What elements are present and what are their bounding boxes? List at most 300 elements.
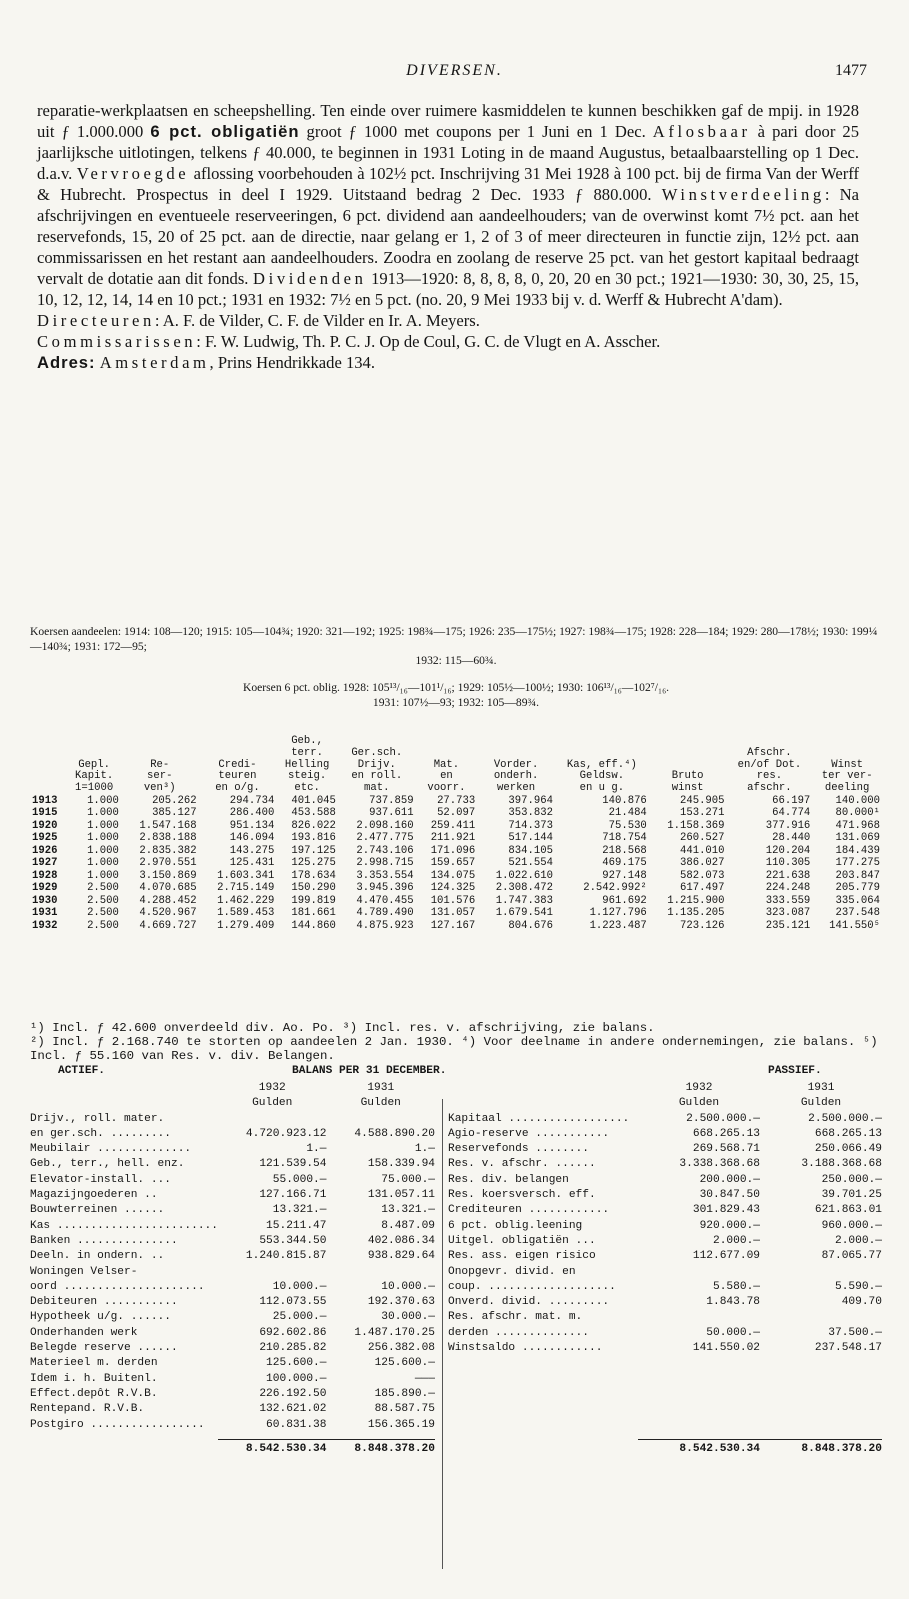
value-cell: 75.530 [608, 819, 647, 832]
value-1932: 226.192.50 [259, 1387, 327, 1400]
value-1931: 13.321.— [381, 1204, 435, 1217]
header-cell: Mat. [433, 758, 460, 771]
value-cell: 1.215.900 [667, 894, 725, 907]
value-cell: 2.542.992² [583, 882, 647, 895]
passief-row [448, 1173, 882, 1188]
passief-row [448, 1127, 882, 1142]
value-cell: 401.045 [291, 794, 336, 807]
table-row [30, 832, 882, 845]
value-cell: 453.588 [291, 807, 336, 820]
value-1931: 131.057.11 [367, 1189, 435, 1202]
value-cell: 1.462.229 [217, 894, 275, 907]
passief-row [448, 1280, 882, 1295]
text-run: aflossing voorbehouden à 102½ pct. Inschrijving 31 Mei 1928 à 100 pct. bij de firma Van der Werff & Hubrecht. Prospectus in deel I 1929. Uitstaand bedrag 2 Dec. 1933 ƒ 880.000. [37, 164, 859, 204]
item-label: Res. div. belangen [448, 1173, 569, 1186]
year-header-row [448, 1081, 882, 1096]
header-cell [199, 736, 277, 748]
year-cell: 1927 [32, 857, 58, 870]
header-cell: en roll. [351, 770, 403, 783]
value-cell: 471.968 [835, 819, 880, 832]
actief-row [30, 1219, 435, 1234]
header-cell [477, 736, 555, 748]
value-cell: 826.022 [291, 819, 336, 832]
value-1931: 185.890.— [374, 1387, 435, 1400]
value-1931: 938.829.64 [367, 1250, 435, 1263]
header-cell [555, 736, 649, 748]
value-1931: 621.863.01 [814, 1204, 882, 1217]
value-1931: 1.— [414, 1143, 435, 1156]
header-cell: Geldsw. [579, 770, 625, 783]
header-cell [30, 783, 67, 795]
value-1932: 1.843.78 [706, 1296, 760, 1309]
balance-title: BALANS PER 31 DECEMBER. [292, 1065, 447, 1077]
year-cell: 1915 [32, 807, 58, 820]
item-label: Crediteuren ............ [448, 1204, 610, 1217]
value-cell: 1.279.409 [217, 919, 275, 932]
value-cell: 3.353.554 [356, 869, 414, 882]
item-label: Idem i. h. Buitenl. [30, 1372, 158, 1385]
value-1932: 125.600.— [266, 1357, 327, 1370]
item-label: Materieel m. derden [30, 1357, 158, 1370]
value-cell: 124.325 [430, 882, 476, 895]
value-cell: 205.779 [835, 882, 880, 895]
header-cell [416, 748, 478, 760]
value-cell: 323.087 [765, 907, 811, 920]
value-1932: 920.000.— [699, 1219, 760, 1232]
value-cell: 4.875.923 [356, 919, 414, 932]
value-cell: 153.271 [680, 807, 725, 820]
value-1932: 55.000.— [272, 1173, 327, 1186]
passief-side [448, 1081, 882, 1457]
passief-row [448, 1249, 882, 1264]
value-cell: 125.431 [229, 857, 275, 870]
passief-row [448, 1310, 882, 1325]
total-1931: 8.848.378.20 [760, 1439, 882, 1457]
value-1932: 132.621.02 [259, 1403, 327, 1416]
value-1931: 2.500.000.— [808, 1112, 882, 1125]
actief-row [30, 1127, 435, 1142]
value-1931: 156.365.19 [367, 1418, 435, 1431]
value-cell: 260.527 [680, 832, 725, 845]
value-cell: 834.105 [508, 844, 553, 857]
value-cell: 150.290 [291, 882, 336, 895]
value-cell: 178.634 [291, 869, 336, 882]
header-cell [30, 760, 67, 772]
item-label: Banken ............... [30, 1234, 178, 1247]
header-row [30, 783, 882, 795]
value-1932: 3.338.368.68 [679, 1158, 760, 1171]
item-label: Res. ass. eigen risico [448, 1250, 596, 1263]
value-cell: 177.275 [835, 857, 880, 870]
value-cell: 1.000 [87, 819, 119, 832]
table-row [30, 907, 882, 920]
value-cell: 2.500 [87, 907, 119, 920]
item-label: Hypotheek u/g. ...... [30, 1311, 171, 1324]
actief-row [30, 1203, 435, 1218]
vervroegde-label: Vervroegde [76, 164, 190, 183]
item-label: Kas ........................ [30, 1219, 218, 1232]
value-1931: 39.701.25 [821, 1189, 882, 1202]
value-cell: 1.127.796 [589, 907, 647, 920]
actief-row [30, 1173, 435, 1188]
value-cell: 159.657 [430, 857, 476, 870]
value-1932: 210.285.82 [259, 1342, 327, 1355]
item-label: Winstsaldo ............ [448, 1342, 603, 1355]
header-cell: Credi- [218, 758, 257, 771]
value-cell: 294.734 [229, 794, 275, 807]
value-1932: 30.847.50 [699, 1189, 760, 1202]
passief-row [448, 1219, 882, 1234]
item-label: Reservefonds ........ [448, 1143, 589, 1156]
value-cell: 1.135.205 [667, 907, 725, 920]
value-1932 [218, 1112, 327, 1127]
header-cell: Kapit. [75, 770, 114, 783]
item-label: Res. v. afschr. ...... [448, 1158, 596, 1171]
value-cell: 146.094 [229, 832, 275, 845]
adres-city: Amsterdam [99, 353, 210, 372]
value-cell: 1.747.383 [495, 894, 553, 907]
value-1932: 5.580.— [713, 1280, 760, 1293]
header-cell [30, 748, 67, 760]
text-run: 1913—1920: 8, 8, 8, 8, 0, 20, 20 en 30 pct.; 1921—1930: 30, 30, 25, 15, 10, 12, 12, 14, 14 en 10 pct.; 1931 en 1932: 7½ en 5 pct. (no. 20, 9 Mei 1933 bij v. d. Werff & Hubrecht A'dam). [37, 269, 859, 309]
value-cell: 582.073 [680, 869, 725, 882]
adres-label: Adres: [37, 353, 96, 372]
actief-row [30, 1402, 435, 1417]
value-1931: 10.000.— [381, 1280, 435, 1293]
unit-label: Gulden [800, 1097, 842, 1110]
value-cell: 218.568 [602, 844, 647, 857]
value-cell: 2.477.775 [356, 832, 414, 845]
value-cell: 385.127 [152, 807, 197, 820]
value-cell: 723.126 [680, 919, 725, 932]
table-body [30, 795, 882, 933]
value-1931 [326, 1265, 435, 1280]
value-1932: 112.073.55 [259, 1296, 327, 1309]
unit-header-row [448, 1096, 882, 1111]
value-cell: 2.500 [87, 919, 119, 932]
value-cell: 1.000 [87, 857, 119, 870]
value-cell: 131.069 [835, 832, 880, 845]
value-cell: 737.859 [369, 794, 414, 807]
value-1932: 100.000.— [266, 1372, 327, 1385]
body-paragraph [37, 100, 859, 310]
header-cell: Kas, eff.⁴) [566, 758, 637, 771]
value-1932: 1.240.815.87 [245, 1250, 327, 1263]
header-cell: teuren [218, 770, 257, 783]
value-cell: 521.554 [508, 857, 553, 870]
value-cell: 1.158.369 [667, 819, 725, 832]
item-label: derden .............. [448, 1326, 589, 1339]
actief-row [30, 1280, 435, 1295]
table-row [30, 895, 882, 908]
value-1932: 13.321.— [272, 1204, 327, 1217]
spacer-cell [30, 1081, 218, 1096]
value-1932: 15.211.47 [266, 1219, 327, 1232]
header-cell [812, 736, 882, 748]
value-1932: 1.— [306, 1143, 327, 1156]
value-cell: 961.692 [602, 894, 647, 907]
value-1932: 269.568.71 [692, 1143, 760, 1156]
item-label: Magazijngoederen .. [30, 1189, 158, 1202]
header-cell: Ger.sch. [351, 746, 403, 759]
value-1931 [760, 1310, 882, 1325]
financial-history-table [30, 736, 882, 932]
actief-row [30, 1188, 435, 1203]
value-cell: 1.679.541 [495, 907, 553, 920]
item-label: Meubilair .............. [30, 1143, 192, 1156]
page-number: 1477 [835, 62, 867, 79]
value-cell: 171.096 [430, 844, 476, 857]
value-cell: 353.832 [508, 807, 553, 820]
value-cell: 140.000 [835, 794, 880, 807]
value-1932: 121.539.54 [259, 1158, 327, 1171]
value-1931: 192.370.63 [367, 1296, 435, 1309]
value-cell: 235.121 [765, 919, 811, 932]
total-1932: 8.542.530.34 [638, 1439, 760, 1457]
value-cell: 951.134 [229, 819, 275, 832]
table-row [30, 857, 882, 870]
bond-issue-label: 6 pct. obligatiën [150, 122, 300, 141]
value-cell: 4.520.967 [139, 907, 197, 920]
header-cell: steig. [288, 770, 327, 783]
value-cell: 64.774 [772, 807, 811, 820]
table-row [30, 820, 882, 833]
value-cell: 125.275 [291, 857, 336, 870]
value-1932: 2.500.000.— [686, 1112, 760, 1125]
value-cell: 714.373 [508, 819, 553, 832]
value-cell: 193.816 [291, 832, 336, 845]
item-label: oord ..................... [30, 1280, 205, 1293]
item-label: Belegde reserve ...... [30, 1342, 178, 1355]
aflosbaar-label: Aflosbaar [652, 122, 751, 141]
value-cell: 2.500 [87, 894, 119, 907]
value-1931: 409.70 [841, 1296, 882, 1309]
value-1931 [760, 1265, 882, 1280]
value-cell: 27.733 [437, 794, 476, 807]
unit-label: Gulden [678, 1097, 720, 1110]
value-cell: 377.916 [765, 819, 811, 832]
value-1932: 50.000.— [706, 1326, 760, 1339]
actief-row [30, 1418, 435, 1433]
value-1931: 4.588.890.20 [354, 1127, 435, 1140]
commissioners-value: : F. W. Ludwig, Th. P. C. J. Op de Coul, G. C. de Vlugt en A. Asscher. [196, 332, 661, 351]
value-cell: 397.964 [508, 794, 553, 807]
header-cell: ser- [147, 770, 173, 783]
header-cell: Vorder. [493, 758, 539, 771]
value-cell: 2.500 [87, 882, 119, 895]
actief-row [30, 1387, 435, 1402]
balance-headings [30, 1065, 882, 1081]
table-row [30, 807, 882, 820]
header-cell: Helling [284, 758, 330, 771]
item-label: Rentepand. R.V.B. [30, 1403, 145, 1416]
value-1932: 200.000.— [699, 1173, 760, 1186]
value-cell: 66.197 [772, 794, 811, 807]
share-prices [30, 625, 882, 669]
spacer-cell [448, 1439, 638, 1457]
item-label: Res. koersversch. eff. [448, 1189, 596, 1202]
value-cell: 127.167 [430, 919, 476, 932]
value-cell: 141.550⁵ [829, 919, 880, 932]
item-label: Debiteuren ........... [30, 1296, 178, 1309]
passief-heading: PASSIEF. [768, 1065, 822, 1077]
value-1932: 4.720.923.12 [245, 1127, 327, 1140]
unit-label: Gulden [252, 1097, 293, 1110]
year-label: 1932 [258, 1082, 286, 1094]
footnote: ²) Incl. ƒ 2.168.740 te storten op aandeelen 2 Jan. 1930. ⁴) Voor deelname in andere ondernemingen, zie balans. ⁵) Incl. ƒ 55.160 van Res. v. div. Belangen. [30, 1035, 878, 1063]
passief-row [448, 1188, 882, 1203]
actief-row [30, 1249, 435, 1264]
header-cell [30, 771, 67, 783]
header-cell: ven³) [143, 782, 176, 795]
value-cell: 2.838.188 [139, 832, 197, 845]
value-cell: 143.275 [229, 844, 275, 857]
header-cell: en o/g. [215, 782, 260, 795]
value-1931: 2.000.— [835, 1234, 882, 1247]
value-1931: 1.487.170.25 [354, 1326, 435, 1339]
actief-row [30, 1112, 435, 1127]
address-line [37, 352, 859, 373]
item-label: Effect.depôt R.V.B. [30, 1387, 158, 1400]
value-1931: 8.487.09 [381, 1219, 435, 1232]
year-label: 1932 [685, 1082, 713, 1094]
item-label: Onopgevr. divid. en [448, 1265, 576, 1278]
value-cell: 286.400 [229, 807, 275, 820]
header-cell [121, 748, 199, 760]
value-1932: 10.000.— [272, 1280, 327, 1293]
value-1932: 25.000.— [272, 1311, 327, 1324]
actief-row [30, 1310, 435, 1325]
value-cell: 110.305 [765, 857, 811, 870]
value-1931: 158.339.94 [367, 1158, 435, 1171]
page-header [0, 62, 909, 86]
value-1932: 2.000.— [713, 1234, 760, 1247]
item-label: Uitgel. obligatiën ... [448, 1234, 596, 1247]
value-cell: 1.000 [87, 844, 119, 857]
header-cell [416, 736, 478, 748]
value-cell: 937.611 [369, 807, 414, 820]
value-cell: 2.998.715 [356, 857, 414, 870]
item-label: Geb., terr., hell. enz. [30, 1158, 185, 1171]
year-cell: 1931 [32, 907, 58, 920]
value-1931: 960.000.— [821, 1219, 882, 1232]
unit-label: Gulden [360, 1097, 401, 1110]
header-cell [649, 736, 727, 748]
passief-total-row [448, 1439, 882, 1457]
header-cell: Winst [831, 758, 864, 771]
value-cell: 184.439 [835, 844, 880, 857]
header-cell: etc. [294, 782, 320, 795]
header-cell: Afschr. [747, 746, 792, 759]
value-cell: 804.676 [508, 919, 553, 932]
value-cell: 2.970.551 [139, 857, 197, 870]
balance-sheet [30, 1065, 882, 1455]
value-cell: 2.308.472 [495, 882, 553, 895]
value-cell: 1.547.168 [139, 819, 197, 832]
actief-row [30, 1372, 435, 1387]
gap-cell [448, 1356, 882, 1439]
header-cell: winst [671, 782, 704, 795]
actief-table [30, 1081, 435, 1457]
value-cell: 1.603.341 [217, 869, 275, 882]
value-1931: 125.600.— [374, 1357, 435, 1370]
share-prices-line: Koersen aandeelen: 1914: 108—120; 1915: 105—104¾; 1920: 321—192; 1925: 198¾—175; 1926: 235—175½; 1927: 198¾—175; 1928: 228—184; 1929: 280—178½; 1930: 199¼—140¾; 1931: 172—95; [30, 625, 878, 653]
value-cell: 259.411 [430, 819, 476, 832]
directors-line [37, 310, 859, 331]
value-1931: 402.086.34 [367, 1234, 435, 1247]
item-label: Res. afschr. mat. m. [448, 1311, 583, 1324]
item-label: Agio-reserve ........... [448, 1127, 610, 1140]
actief-total-row [30, 1439, 435, 1457]
year-label: 1931 [367, 1082, 395, 1094]
value-cell: 80.000¹ [835, 807, 880, 820]
value-cell: 718.754 [602, 832, 647, 845]
value-1931: 88.587.75 [374, 1403, 435, 1416]
passief-row [448, 1203, 882, 1218]
value-cell: 3.150.869 [139, 869, 197, 882]
year-cell: 1925 [32, 832, 58, 845]
header-row [30, 748, 882, 760]
header-cell: Drijv. [357, 758, 396, 771]
value-cell: 469.175 [602, 857, 647, 870]
header-cell: Re- [150, 758, 170, 771]
header-cell: en [440, 770, 453, 783]
spacer-cell [448, 1096, 638, 1111]
item-label: Drijv., roll. mater. [30, 1112, 165, 1125]
share-prices-line: 1932: 115—60¾. [415, 654, 497, 667]
value-cell: 1.000 [87, 869, 119, 882]
header-cell: werken [497, 782, 536, 795]
header-cell: afschr. [747, 782, 792, 795]
value-1931: 5.590.— [835, 1280, 882, 1293]
table-header [30, 736, 882, 795]
value-1932: 692.602.86 [259, 1326, 327, 1339]
passief-row [448, 1326, 882, 1341]
header-cell: 1=1000 [75, 782, 114, 795]
value-cell: 203.847 [835, 869, 880, 882]
header-cell: en/of Dot. [737, 758, 802, 771]
value-cell: 441.010 [680, 844, 725, 857]
bond-prices-line: 1931: 107½—93; 1932: 105—89¾. [372, 695, 540, 709]
year-cell: 1928 [32, 869, 58, 882]
header-cell: voorr. [427, 782, 466, 795]
adres-value: , Prins Hendrikkade 134. [209, 353, 375, 372]
text-run: : Na afschrijvingen en eventueele reserveeringen, 6 pct. dividend aan aandeelhouders; van de overwinst komt 7½ pct. aan het reservefonds, 15, 20 of 25 pct. aan de directie, naar gelang er 1, 2 of 3 of meer directeuren in functie zijn, 12½ pct. aan commissarissen en het restant aan aandeelhouders. Zoodra en zoolang de reserve 25 pct. van het gestort kapitaal bedraagt vervalt de dotatie aan dit fonds. [37, 185, 860, 288]
value-cell: 199.819 [291, 894, 336, 907]
header-cell: terr. [291, 746, 323, 759]
header-cell [121, 736, 199, 748]
value-cell: 4.288.452 [139, 894, 197, 907]
value-cell: 1.589.453 [217, 907, 275, 920]
value-cell: 205.262 [152, 794, 197, 807]
header-cell [199, 748, 277, 760]
value-1931: 75.000.— [381, 1173, 435, 1186]
text-run: à pari door 25 jaarlijksche uitlotingen, telkens ƒ 40.000, te beginnen in 1931 Loting in de maand Augustus, betaalbaarstelling op 1 Dec. d.a.v. [37, 122, 860, 183]
value-cell: 333.559 [765, 894, 811, 907]
value-cell: 245.905 [680, 794, 725, 807]
item-label: Bouwterreinen ...... [30, 1204, 165, 1217]
actief-row [30, 1341, 435, 1356]
commissarissen-label: Commissarissen [37, 332, 197, 351]
header-cell: deeling [824, 782, 870, 795]
directeuren-label: Directeuren [37, 311, 155, 330]
passief-row [448, 1341, 882, 1356]
passief-row [448, 1234, 882, 1249]
value-cell: 131.057 [430, 907, 476, 920]
footnote: ¹) Incl. ƒ 42.600 onverdeeld div. Ao. Po. ³) Incl. res. v. afschrijving, zie balans. [30, 1021, 655, 1035]
value-1932: 668.265.13 [692, 1127, 760, 1140]
unit-header-row [30, 1096, 435, 1111]
